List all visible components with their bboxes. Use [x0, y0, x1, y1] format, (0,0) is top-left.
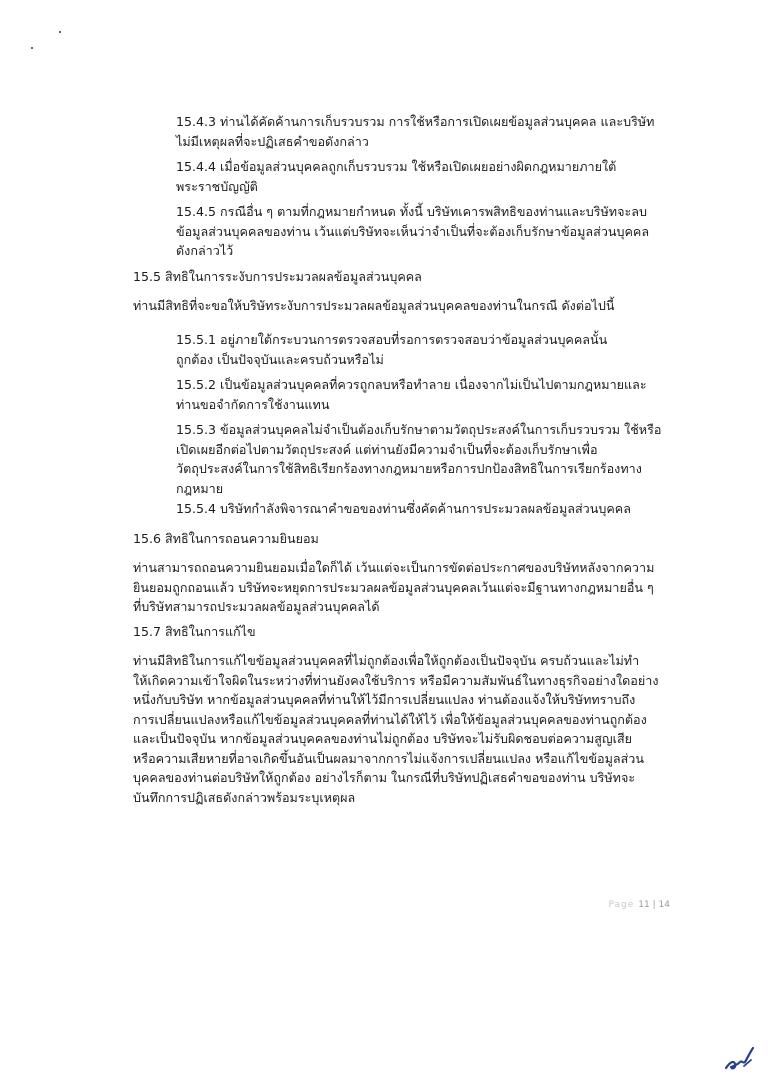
- text-line: ยินยอมถูกถอนแล้ว บริษัทจะหยุดการประมวลผลข้อมูลส่วนบุคคลเว้นแต่จะมีฐานทางกฎหมายอื่น ๆ: [133, 579, 654, 595]
- text-line: เปิดเผยอีกต่อไปตามวัตถุประสงค์ แต่ท่านยังมีความจำเป็นที่จะต้องเก็บรักษาเพื่อ: [176, 441, 598, 457]
- handwritten-initials: [720, 1040, 760, 1076]
- paragraph-15-4-4: [176, 157, 678, 196]
- scan-speck: [59, 31, 61, 33]
- text-line: ท่านมีสิทธิที่จะขอให้บริษัทระงับการประมวลผลข้อมูลส่วนบุคคลของท่านในกรณี ดังต่อไปนี้: [133, 298, 615, 313]
- total-pages: 14: [658, 900, 670, 910]
- text-line: 15.5.1 อยู่ภายใต้กระบวนการตรวจสอบที่รอการตรวจสอบว่าข้อมูลส่วนบุคคลนั้น: [176, 332, 608, 347]
- scan-speck: [31, 47, 33, 49]
- paragraph-15-5-2: [176, 375, 678, 414]
- paragraph-15-5-3: [176, 420, 678, 498]
- paragraph-15-4-5: [176, 202, 678, 261]
- text-line: บันทึกการปฏิเสธดังกล่าวพร้อมระบุเหตุผล: [133, 789, 356, 805]
- text-line: ท่านขอจำกัดการใช้งานแทน: [176, 396, 330, 412]
- text-line: ท่านมีสิทธิในการแก้ไขข้อมูลส่วนบุคคลที่ไม่ถูกต้องเพื่อให้ถูกต้องเป็นปัจจุบัน ครบถ้วนและไม่ทำ: [133, 653, 640, 668]
- text-line: 15.4.5 กรณีอื่น ๆ ตามที่กฎหมายกำหนด ทั้งนี้ บริษัทเคารพสิทธิของท่านและบริษัทจะลบ: [176, 204, 647, 219]
- paragraph-15-6: [133, 558, 679, 617]
- page-separator: |: [652, 900, 656, 910]
- paragraph-15-4-3: [176, 112, 678, 151]
- section-heading-15-7: 15.7 สิทธิในการแก้ไข: [133, 624, 256, 639]
- text-line: 15.4.4 เมื่อข้อมูลส่วนบุคคลถูกเก็บรวบรวม ใช้หรือเปิดเผยอย่างผิดกฎหมายภายใต้: [176, 159, 617, 174]
- paragraph-15-5-4: [176, 499, 678, 519]
- page-number-footer: [590, 900, 670, 910]
- text-line: ข้อมูลส่วนบุคคลของท่าน เว้นแต่บริษัทจะเห็นว่าจำเป็นที่จะต้องเก็บรักษาข้อมูลส่วนบุคคล: [176, 223, 650, 239]
- text-line: ท่านสามารถถอนความยินยอมเมื่อใดก็ได้ เว้นแต่จะเป็นการขัดต่อประกาศของบริษัทหลังจากความ: [133, 560, 655, 575]
- section-heading-15-6: 15.6 สิทธิในการถอนความยินยอม: [133, 531, 319, 546]
- paragraph-15-5-intro: [133, 296, 679, 316]
- text-line: กฎหมาย: [176, 480, 224, 496]
- text-line: ที่บริษัทสามารถประมวลผลข้อมูลส่วนบุคคลได้: [133, 599, 380, 614]
- text-line: ถูกต้อง เป็นปัจจุบันและครบถ้วนหรือไม่: [176, 351, 384, 367]
- text-line: ให้เกิดความเข้าใจผิดในระหว่างที่ท่านยังคงใช้บริการ หรือมีความสัมพันธ์ในทางธุรกิจอย่างใดอย่าง: [133, 672, 659, 688]
- text-line: หนึ่งกับบริษัท หากข้อมูลส่วนบุคคลที่ท่านให้ไว้มีการเปลี่ยนแปลง ท่านต้องแจ้งให้บริษัททราบถึง: [133, 692, 636, 707]
- text-line: ดังกล่าวไว้: [176, 243, 234, 258]
- text-line: 15.5.4 บริษัทกำลังพิจารณาคำขอของท่านซึ่งคัดค้านการประมวลผลข้อมูลส่วนบุคคล: [176, 501, 631, 516]
- current-page: 11: [638, 900, 650, 910]
- text-line: 15.4.3 ท่านได้คัดค้านการเก็บรวบรวม การใช้หรือการเปิดเผยข้อมูลส่วนบุคคล และบริษัท: [176, 114, 655, 129]
- text-line: 15.5.2 เป็นข้อมูลส่วนบุคคลที่ควรถูกลบหรือทำลาย เนื่องจากไม่เป็นไปตามกฎหมายและ: [176, 377, 647, 392]
- text-line: บุคคลของท่านต่อบริษัทให้ถูกต้อง อย่างไรก็ตาม ในกรณีที่บริษัทปฏิเสธคำขอของท่าน บริษัทจะ: [133, 770, 636, 785]
- text-line: ไม่มีเหตุผลที่จะปฏิเสธคำขอดังกล่าว: [176, 133, 369, 149]
- text-line: หรือความเสียหายที่อาจเกิดขึ้นอันเป็นผลมาจากการไม่แจ้งการเปลี่ยนแปลง หรือแก้ไขข้อมูลส่วน: [133, 750, 644, 766]
- text-line: และเป็นปัจจุบัน หากข้อมูลส่วนบุคคลของท่านไม่ถูกต้อง บริษัทจะไม่รับผิดชอบต่อความสูญเสีย: [133, 731, 633, 746]
- page-label: Page: [608, 900, 635, 910]
- text-line: การเปลี่ยนแปลงหรือแก้ไขข้อมูลส่วนบุคคลที่ท่านได้ให้ไว้ เพื่อให้ข้อมูลส่วนบุคคลของท่านถูกต้อง: [133, 711, 647, 727]
- text-line: วัตถุประสงค์ในการใช้สิทธิเรียกร้องทางกฎหมายหรือการปกป้องสิทธิในการเรียกร้องทาง: [176, 461, 642, 476]
- paragraph-15-7: [133, 651, 679, 807]
- text-line: พระราชบัญญัติ: [176, 178, 258, 194]
- text-line: 15.5.3 ข้อมูลส่วนบุคคลไม่จำเป็นต้องเก็บรักษาตามวัตถุประสงค์ในการเก็บรวบรวม ใช้หรือ: [176, 422, 662, 437]
- section-heading-15-5: 15.5 สิทธิในการระงับการประมวลผลข้อมูลส่วนบุคคล: [133, 269, 422, 284]
- paragraph-15-5-1: [176, 330, 678, 369]
